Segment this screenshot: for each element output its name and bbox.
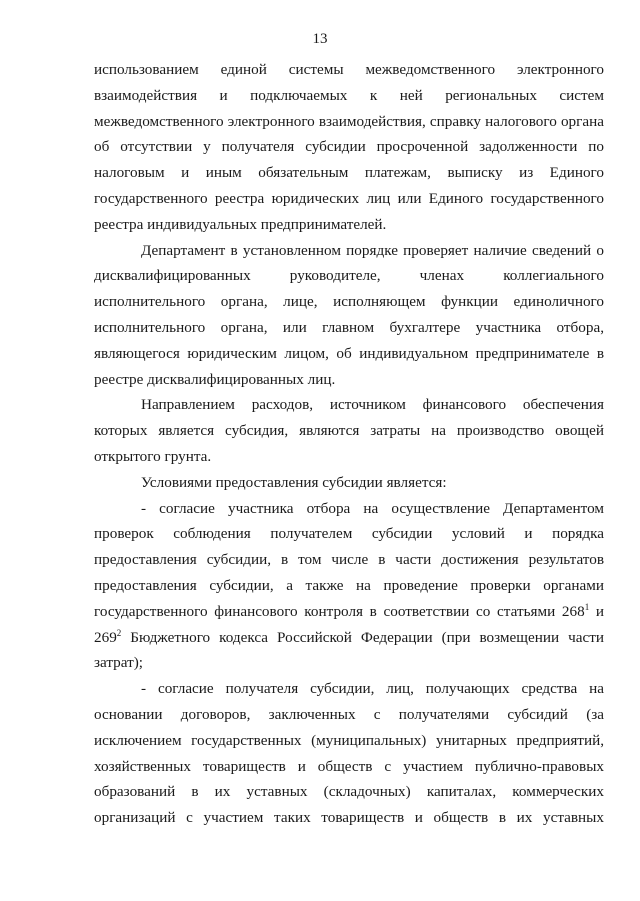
text-line: хозяйственных товариществ и обществ с участием публично-правовых — [94, 757, 604, 775]
text-line: Направлением расходов, источником финансового обеспечения — [141, 396, 604, 414]
text-fragment: государственного финансового контроля в соответствии со статьями 268 — [94, 602, 585, 620]
text-line: организаций с участием таких товариществ и обществ в их уставных — [94, 809, 604, 827]
text-line: проверок соблюдения получателем субсидии условий и порядка — [94, 525, 604, 543]
text-line: предоставления субсидии, в том числе в части достижения результатов — [94, 551, 604, 569]
text-line: открытого грунта. — [94, 447, 212, 465]
paragraph-5 — [94, 496, 604, 677]
text-fragment: 269 — [94, 628, 117, 646]
text-line: - согласие получателя субсидии, лиц, получающих средства на — [141, 680, 604, 698]
paragraph-3 — [94, 392, 604, 469]
text-line: взаимодействия и подключаемых к ней региональных систем — [94, 86, 604, 104]
text-line: исключением государственных (муниципальных) унитарных предприятий, — [94, 731, 604, 749]
text-line: затрат); — [94, 654, 144, 672]
superscript: 1 — [584, 601, 590, 612]
text-line: Департамент в установленном порядке проверяет наличие сведений о — [141, 241, 604, 259]
text-line: налоговым и иным обязательным платежам, выписку из Единого — [94, 164, 604, 182]
text-line: образований в их уставных (складочных) капиталах, коммерческих — [94, 783, 604, 801]
paragraph-4 — [94, 470, 604, 496]
text-line: об отсутствии у получателя субсидии просроченной задолженности по — [94, 138, 604, 156]
text-line: реестре дисквалифицированных лиц. — [94, 370, 336, 388]
text-line: межведомственного электронного взаимодействия, справку налогового органа — [94, 112, 604, 130]
text-fragment: и — [589, 602, 604, 620]
page-number: 13 — [312, 31, 328, 47]
text-line — [94, 599, 604, 625]
text-line: использованием единой системы межведомственного электронного — [94, 61, 604, 78]
text-line: дисквалифицированных руководителе, членах коллегиального — [94, 267, 604, 285]
text-line: государственного реестра юридических лиц или Единого государственного — [94, 189, 604, 207]
paragraph-6 — [94, 676, 604, 831]
text-line: - согласие участника отбора на осуществление Департаментом — [141, 499, 604, 517]
text-line: реестра индивидуальных предпринимателей. — [94, 215, 387, 233]
paragraph-2 — [94, 238, 604, 393]
text-fragment: Бюджетного кодекса Российской Федерации (при возмещении части — [121, 628, 604, 646]
text-line: Условиями предоставления субсидии является: — [141, 473, 447, 491]
superscript: 2 — [116, 627, 122, 638]
text-line: являющегося юридическим лицом, об индивидуальном предпринимателе в — [94, 344, 604, 362]
text-line: исполнительного органа, лице, исполняющем функции единоличного — [94, 293, 604, 311]
text-line: которых является субсидия, являются затраты на производство овощей — [94, 422, 604, 440]
text-line: основании договоров, заключенных с получателями субсидий (за — [94, 705, 604, 723]
text-line: предоставления субсидии, а также на проведение проверки органами — [94, 576, 604, 594]
text-line: исполнительного органа, или главном бухгалтере участника отбора, — [94, 318, 604, 336]
text-line — [94, 625, 604, 651]
document-body — [94, 57, 604, 831]
paragraph-1 — [94, 57, 604, 238]
